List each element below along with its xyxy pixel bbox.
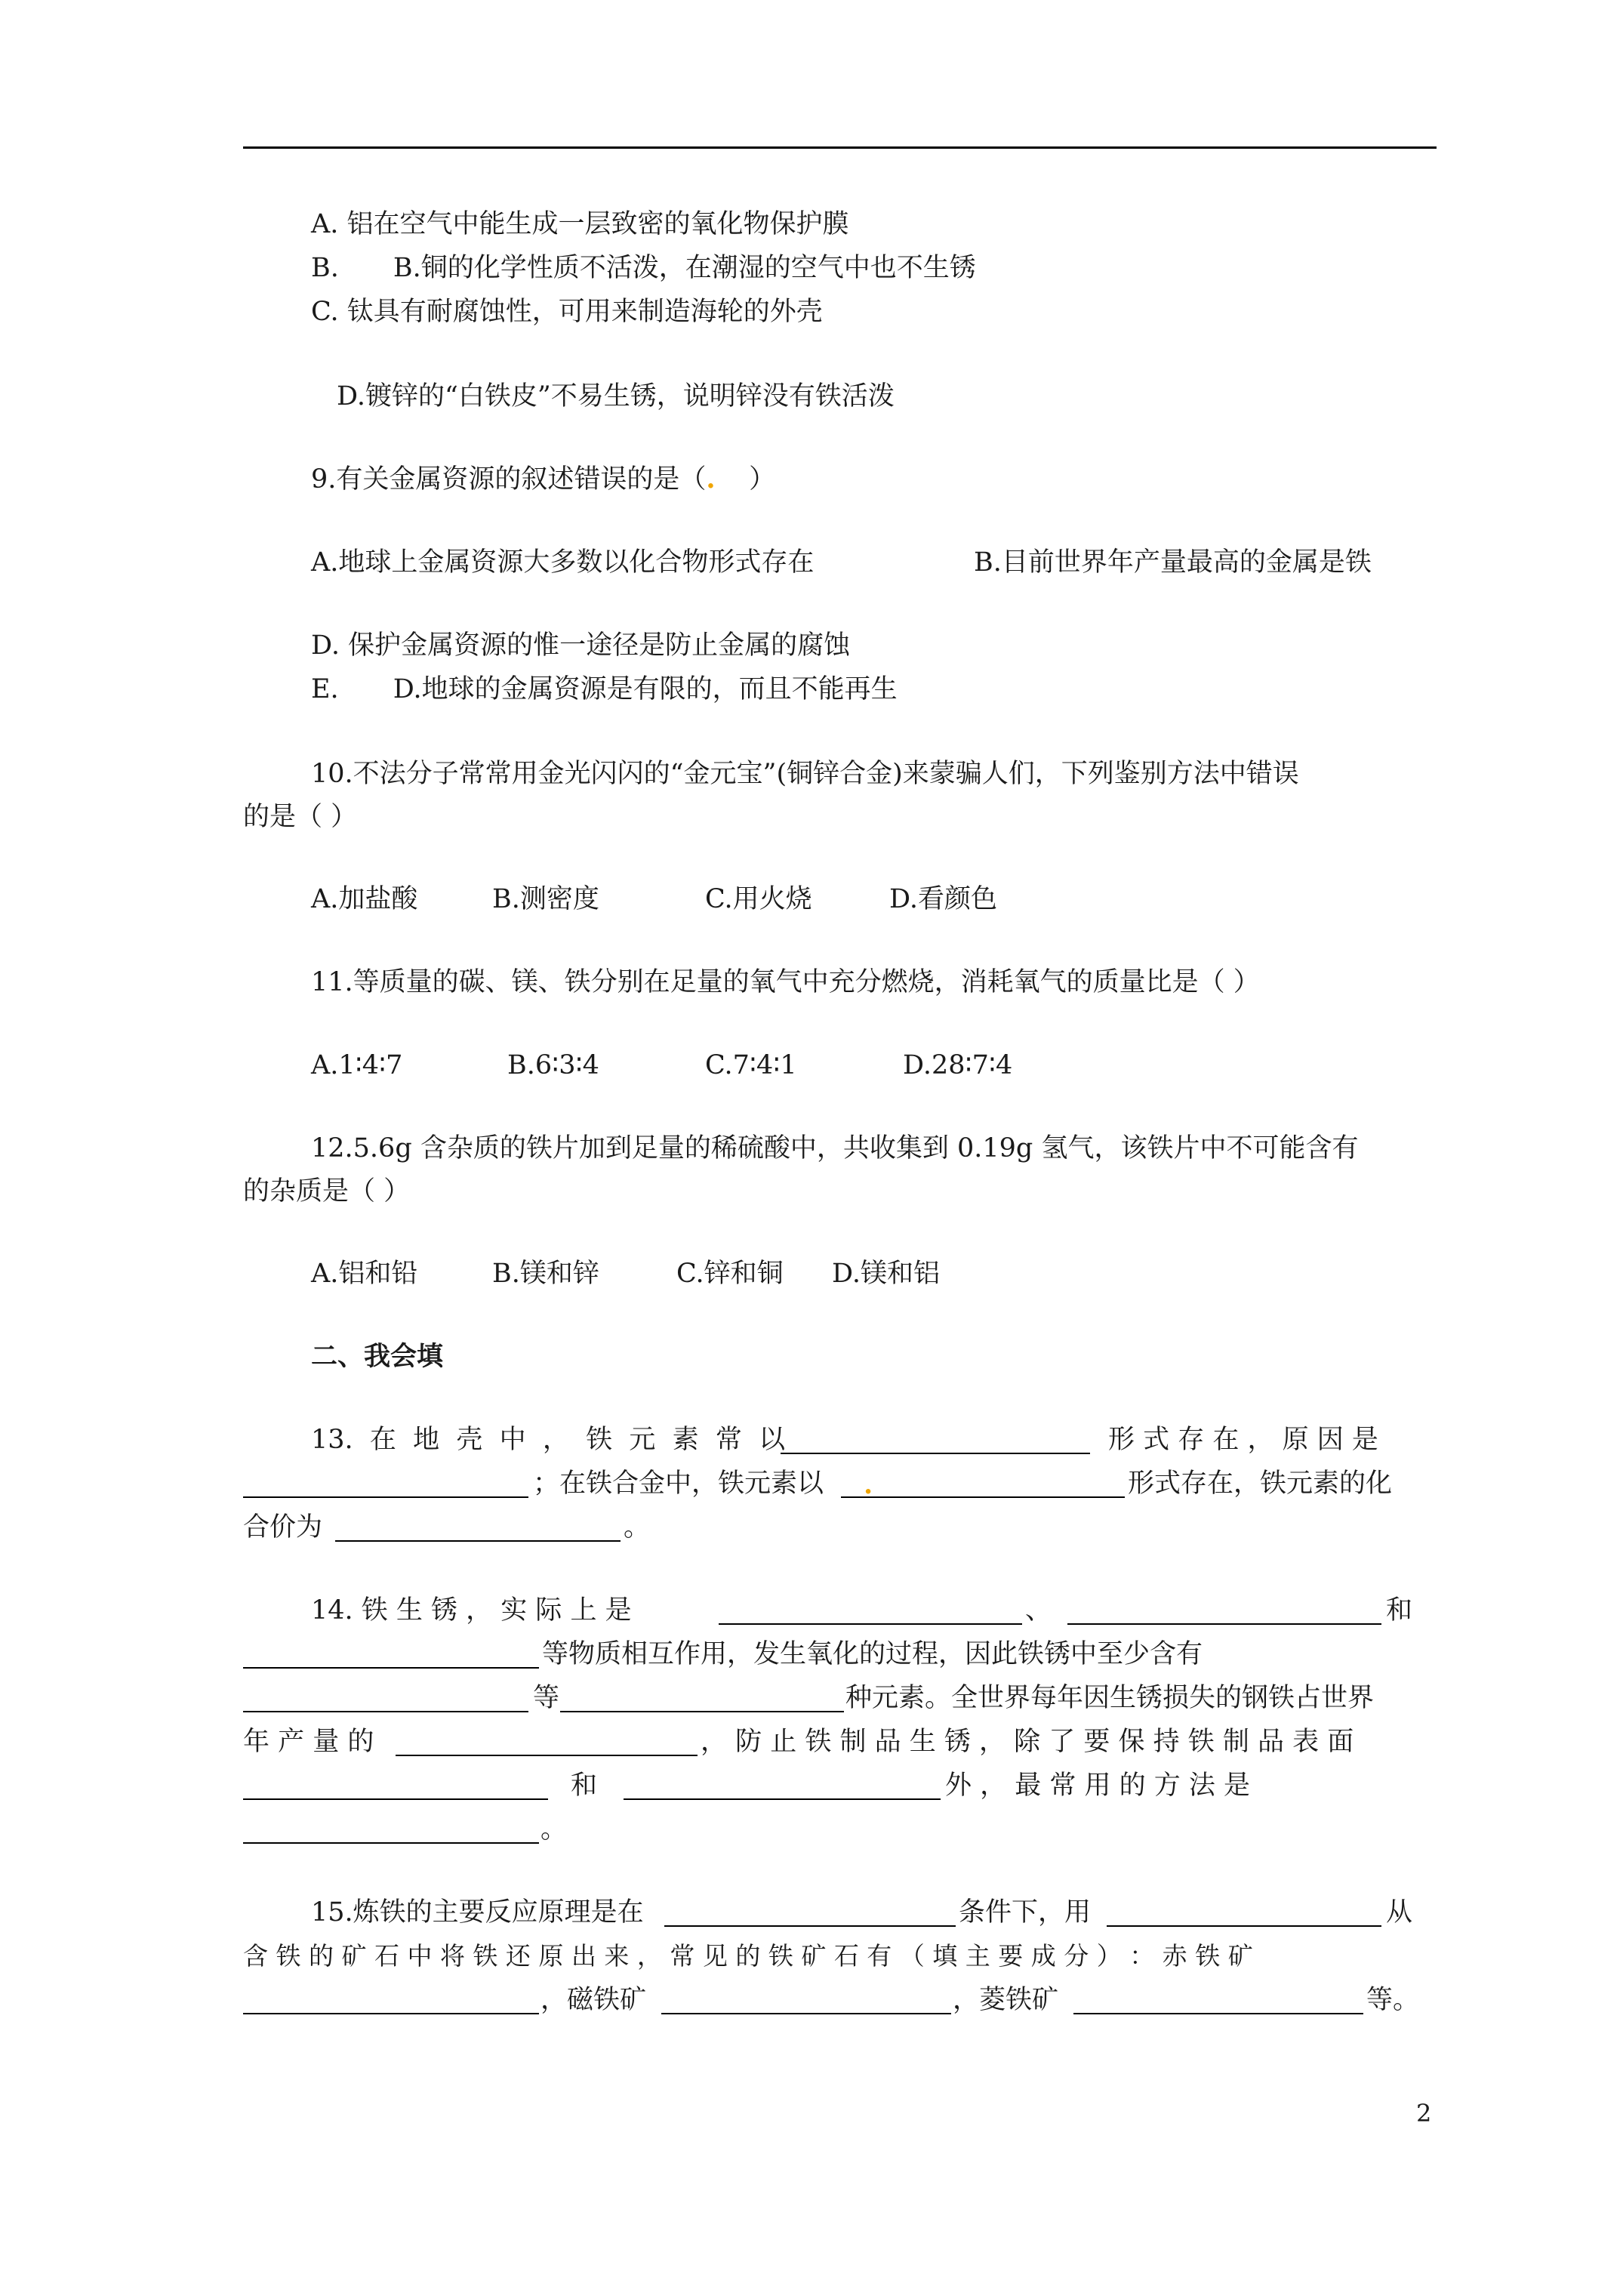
q13-blank-1[interactable] (781, 1424, 1090, 1454)
q14-line5-b: 外 ， 最 常 用 的 方 法 是 (945, 1771, 1251, 1801)
q11-stem: 11.等质量的碳、镁、铁分别在足量的氧气中充分燃烧，消耗氧气的质量比是（ ） (311, 967, 1260, 997)
q14-blank-5[interactable] (560, 1682, 844, 1712)
q12-stem-line2: 的杂质是（ ） (243, 1176, 411, 1207)
q15-blank-2[interactable] (1107, 1897, 1381, 1927)
q14-line1-c: 和 (1386, 1595, 1413, 1626)
q10-option-b: B.测密度 (492, 884, 599, 914)
q9-option-e-text: D.地球的金属资源是有限的，而且不能再生 (393, 674, 898, 704)
q15-blank-1[interactable] (664, 1897, 956, 1927)
q8-option-c: C. 钛具有耐腐蚀性，可用来制造海轮的外壳 (311, 297, 823, 327)
q11-option-c: C.7∶4∶1 (705, 1050, 797, 1080)
q9-stem-text: 9.有关金属资源的叙述错误的是（ (311, 464, 707, 495)
q13-line3-b: 。 (624, 1512, 651, 1542)
q10-option-a: A.加盐酸 (311, 884, 418, 914)
q9-stem-dot: . (706, 464, 716, 495)
q14-line2-a: 等物质相互作用，发生氧化的过程，因此铁锈中至少含有 (542, 1639, 1203, 1669)
q13-line3-a: 合价为 (243, 1512, 323, 1542)
q14-line5-a: 和 (571, 1771, 598, 1801)
q15-line1-c: 从 (1386, 1897, 1413, 1928)
q14-blank-8[interactable] (624, 1770, 941, 1800)
q14-blank-1[interactable] (719, 1595, 1022, 1625)
q13-line1-text-a: 13. 在 地 壳 中 ， 铁 元 素 常 以 (311, 1425, 786, 1455)
q9-option-e-letter: E. (311, 674, 339, 704)
q8-option-b-text: B.铜的化学性质不活泼，在潮湿的空气中也不生锈 (393, 253, 976, 283)
q8-option-a: A. 铝在空气中能生成一层致密的氧化物保护膜 (311, 209, 849, 239)
q15-line2: 含 铁 的 矿 石 中 将 铁 还 原 出 来 ， 常 见 的 铁 矿 石 有 （ 填 主 要 成 分 ） ： 赤 铁 矿 (243, 1941, 1253, 1971)
q14-line1-b: 、 (1025, 1595, 1052, 1626)
q15-line3-a: ，磁铁矿 (540, 1985, 647, 2015)
q12-stem-line1: 12.5.6g 含杂质的铁片加到足量的稀硫酸中，共收集到 0.19g 氢气，该铁片中不可能含有 (311, 1133, 1359, 1163)
q15-blank-5[interactable] (1073, 1984, 1363, 2014)
q14-line1-a: 14. 铁 生 锈 ， 实 际 上 是 (311, 1595, 632, 1626)
q9-stem-paren: ） (715, 464, 776, 495)
q10-option-d: D.看颜色 (889, 884, 997, 914)
q11-option-b: B.6∶3∶4 (507, 1050, 599, 1080)
q14-line4-a: 年 产 量 的 (243, 1727, 374, 1757)
q13-blank-4[interactable] (335, 1512, 621, 1542)
q10-stem-line1: 10.不法分子常常用金光闪闪的“金元宝”(铜锌合金)来蒙骗人们，下列鉴别方法中错误 (311, 759, 1299, 789)
q8-option-d: D.镀锌的“白铁皮”不易生锈，说明锌没有铁活泼 (337, 381, 895, 411)
q14-blank-6[interactable] (396, 1726, 698, 1756)
q9-stem (311, 461, 775, 498)
q8-option-b-letter: B. (311, 253, 339, 283)
q10-stem-line2: 的是（ ） (243, 802, 358, 832)
q15-line3-b: ，菱铁矿 (953, 1985, 1059, 2015)
q15-line3-c: 等。 (1366, 1985, 1420, 2015)
q15-line1-a: 15.炼铁的主要反应原理是在 (311, 1897, 644, 1928)
q12-option-c: C.锌和铜 (676, 1259, 784, 1289)
q14-blank-3[interactable] (243, 1638, 539, 1669)
q9-option-e (311, 670, 898, 708)
q9-option-b: B.目前世界年产量最高的金属是铁 (974, 547, 1372, 578)
q11-option-a: A.1∶4∶7 (311, 1050, 403, 1080)
q14-blank-4[interactable] (243, 1682, 528, 1712)
q11-option-d: D.28∶7∶4 (903, 1050, 1013, 1080)
q14-blank-7[interactable] (243, 1770, 548, 1800)
q13-line2-b: 形式存在，铁元素的化 (1128, 1469, 1393, 1499)
q9-option-a: A.地球上金属资源大多数以化合物形式存在 (311, 547, 815, 578)
q13-blank-3[interactable] (841, 1468, 1125, 1498)
section-title: 二、我会填 (311, 1341, 444, 1372)
q9-option-d: D. 保护金属资源的惟一途径是防止金属的腐蚀 (311, 630, 851, 661)
q14-line6-a: 。 (540, 1814, 568, 1845)
q15-line1-b: 条件下，用 (959, 1897, 1092, 1928)
q15-blank-3[interactable] (243, 1984, 539, 2014)
q14-line4-b: ， 防 止 铁 制 品 生 锈 ， 除 了 要 保 持 铁 制 品 表 面 (701, 1727, 1354, 1757)
page-number: 2 (1416, 2099, 1432, 2128)
q14-line3-b: 种元素。全世界每年因生锈损失的钢铁占世界 (845, 1683, 1375, 1713)
q15-blank-4[interactable] (661, 1984, 951, 2014)
q8-option-b (311, 249, 976, 287)
q14-blank-2[interactable] (1067, 1595, 1381, 1625)
q13-blank-2[interactable] (243, 1468, 528, 1498)
q13-line1 (311, 1421, 785, 1459)
q14-line3-a: 等 (533, 1683, 560, 1713)
header-rule (243, 146, 1437, 149)
q12-option-d: D.镁和铝 (832, 1259, 940, 1289)
q13-line2-a: ；在铁合金中，铁元素以 (533, 1469, 824, 1499)
q12-option-a: A.铝和铅 (311, 1259, 418, 1289)
q13-line2-dot: . (864, 1469, 873, 1500)
q10-option-c: C.用火烧 (705, 884, 812, 914)
q12-option-b: B.镁和锌 (492, 1259, 599, 1289)
q14-blank-9[interactable] (243, 1814, 539, 1844)
q13-line1-b: 形 式 存 在 ， 原 因 是 (1108, 1425, 1378, 1455)
